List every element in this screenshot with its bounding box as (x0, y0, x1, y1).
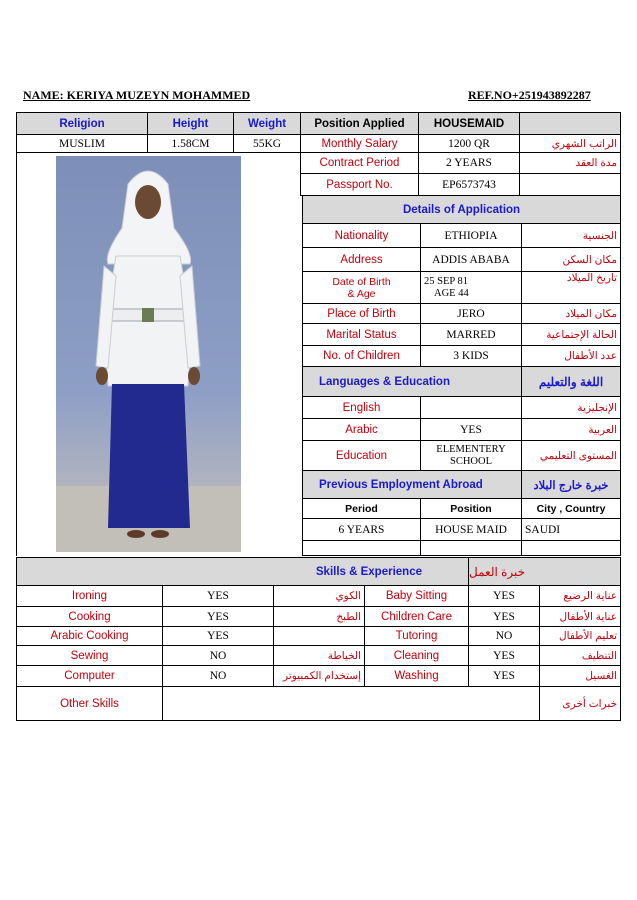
employment-position-value: HOUSE MAID (421, 519, 522, 541)
contract-period-label: Contract Period (301, 153, 419, 174)
cleaning-label: Cleaning (365, 646, 469, 666)
address-arabic: مكان السكن (522, 248, 621, 272)
dob-value (421, 272, 522, 304)
reference-number: REF.NO+251943892287 (468, 88, 591, 102)
nationality-value: ETHIOPIA (421, 224, 522, 248)
washing-arabic: الغسيل (540, 666, 621, 687)
address-value: ADDIS ABABA (421, 248, 522, 272)
height-value: 1.58CM (148, 135, 234, 153)
english-value (421, 397, 522, 419)
ironing-arabic: الكوي (274, 586, 365, 607)
sewing-label: Sewing (17, 646, 163, 666)
passport-blank (520, 174, 621, 196)
sewing-arabic: الخياطة (274, 646, 365, 666)
other-skills-arabic: خبرات أخرى (540, 687, 621, 721)
ironing-value: YES (163, 586, 274, 607)
arabic-language-arabic: العربية (522, 419, 621, 441)
marital-status-value: MARRED (421, 324, 522, 346)
arabic-cooking-label: Arabic Cooking (17, 627, 163, 646)
height-header: Height (148, 113, 234, 135)
employment-arabic-title: خبرة خارج البلاد (522, 471, 621, 499)
tutoring-arabic: تعليم الأطفال (540, 627, 621, 646)
contract-period-arabic: مدة العقد (520, 153, 621, 174)
other-skills-value (163, 687, 540, 721)
religion-value: MUSLIM (17, 135, 148, 153)
position-applied-label: Position Applied (301, 113, 419, 135)
education-value-line1: ELEMENTERY (436, 443, 506, 455)
dob-label (303, 272, 421, 304)
cleaning-value: YES (469, 646, 540, 666)
position-applied-value: HOUSEMAID (419, 113, 520, 135)
education-arabic: المستوى التعليمي (522, 441, 621, 471)
candidate-photo (56, 156, 241, 552)
monthly-salary-label: Monthly Salary (301, 135, 419, 153)
details-table (302, 195, 621, 556)
arabic-language-value: YES (421, 419, 522, 441)
children-label: No. of Children (303, 346, 421, 367)
position-column-header: Position (421, 499, 522, 519)
skills-arabic-title: خبرة العمل (469, 558, 621, 586)
baby-sitting-value: YES (469, 586, 540, 607)
details-section-title: Details of Application (303, 196, 621, 224)
children-care-label: Children Care (365, 607, 469, 627)
cooking-value: YES (163, 607, 274, 627)
children-value: 3 KIDS (421, 346, 522, 367)
employment-section-title: Previous Employment Abroad (303, 471, 522, 499)
dob-arabic: تاريخ الميلاد (522, 272, 621, 304)
tutoring-value: NO (469, 627, 540, 646)
other-skills-label: Other Skills (17, 687, 163, 721)
arabic-cooking-value: YES (163, 627, 274, 646)
skills-table (16, 557, 621, 721)
employment-blank-1 (303, 541, 421, 556)
weight-value: 55KG (234, 135, 301, 153)
period-column-header: Period (303, 499, 421, 519)
weight-header: Weight (234, 113, 301, 135)
address-label: Address (303, 248, 421, 272)
age-value: AGE 44 (434, 287, 469, 299)
children-care-value: YES (469, 607, 540, 627)
cooking-label: Cooking (17, 607, 163, 627)
position-blank (520, 113, 621, 135)
monthly-salary-arabic: الراتب الشهري (520, 135, 621, 153)
candidate-figure (56, 156, 241, 552)
languages-arabic-title: اللغة والتعليم (522, 367, 621, 397)
children-arabic: عدد الأطفال (522, 346, 621, 367)
cooking-arabic: الطبخ (274, 607, 365, 627)
contract-period-value: 2 YEARS (419, 153, 520, 174)
computer-arabic: إستخدام الكمبيوتر (274, 666, 365, 687)
monthly-salary-value: 1200 QR (419, 135, 520, 153)
arabic-language-label: Arabic (303, 419, 421, 441)
dob-label-line1: Date of Birth (332, 275, 391, 288)
skills-section-title: Skills & Experience (17, 558, 469, 586)
education-value-line2: SCHOOL (449, 455, 492, 467)
passport-value: EP6573743 (419, 174, 520, 196)
computer-label: Computer (17, 666, 163, 687)
candidate-name: NAME: KERIYA MUZEYN MOHAMMED (23, 88, 251, 102)
washing-value: YES (469, 666, 540, 687)
marital-status-label: Marital Status (303, 324, 421, 346)
place-of-birth-value: JERO (421, 304, 522, 324)
nationality-label: Nationality (303, 224, 421, 248)
dob-value-line1: 25 SEP 81 (424, 275, 468, 287)
arabic-cooking-arabic (274, 627, 365, 646)
nationality-arabic: الجنسية (522, 224, 621, 248)
education-value (421, 441, 522, 471)
employment-location-value: SAUDI (522, 519, 621, 541)
employment-blank-3 (522, 541, 621, 556)
dob-label-line2: & Age (347, 287, 376, 300)
tutoring-label: Tutoring (365, 627, 469, 646)
religion-header: Religion (17, 113, 148, 135)
baby-sitting-label: Baby Sitting (365, 586, 469, 607)
location-column-header: City , Country (522, 499, 621, 519)
marital-status-arabic: الحالة الإجتماعية (522, 324, 621, 346)
baby-sitting-arabic: عناية الرضيع (540, 586, 621, 607)
sewing-value: NO (163, 646, 274, 666)
languages-section-title: Languages & Education (303, 367, 522, 397)
education-label: Education (303, 441, 421, 471)
washing-label: Washing (365, 666, 469, 687)
cleaning-arabic: التنظيف (540, 646, 621, 666)
employment-blank-2 (421, 541, 522, 556)
english-label: English (303, 397, 421, 419)
english-arabic: الإنجليزية (522, 397, 621, 419)
children-care-arabic: عناية الأطفال (540, 607, 621, 627)
photo-area-border (16, 155, 17, 556)
place-of-birth-arabic: مكان الميلاد (522, 304, 621, 324)
employment-period-value: 6 YEARS (303, 519, 421, 541)
computer-value: NO (163, 666, 274, 687)
passport-label: Passport No. (301, 174, 419, 196)
ironing-label: Ironing (17, 586, 163, 607)
place-of-birth-label: Place of Birth (303, 304, 421, 324)
